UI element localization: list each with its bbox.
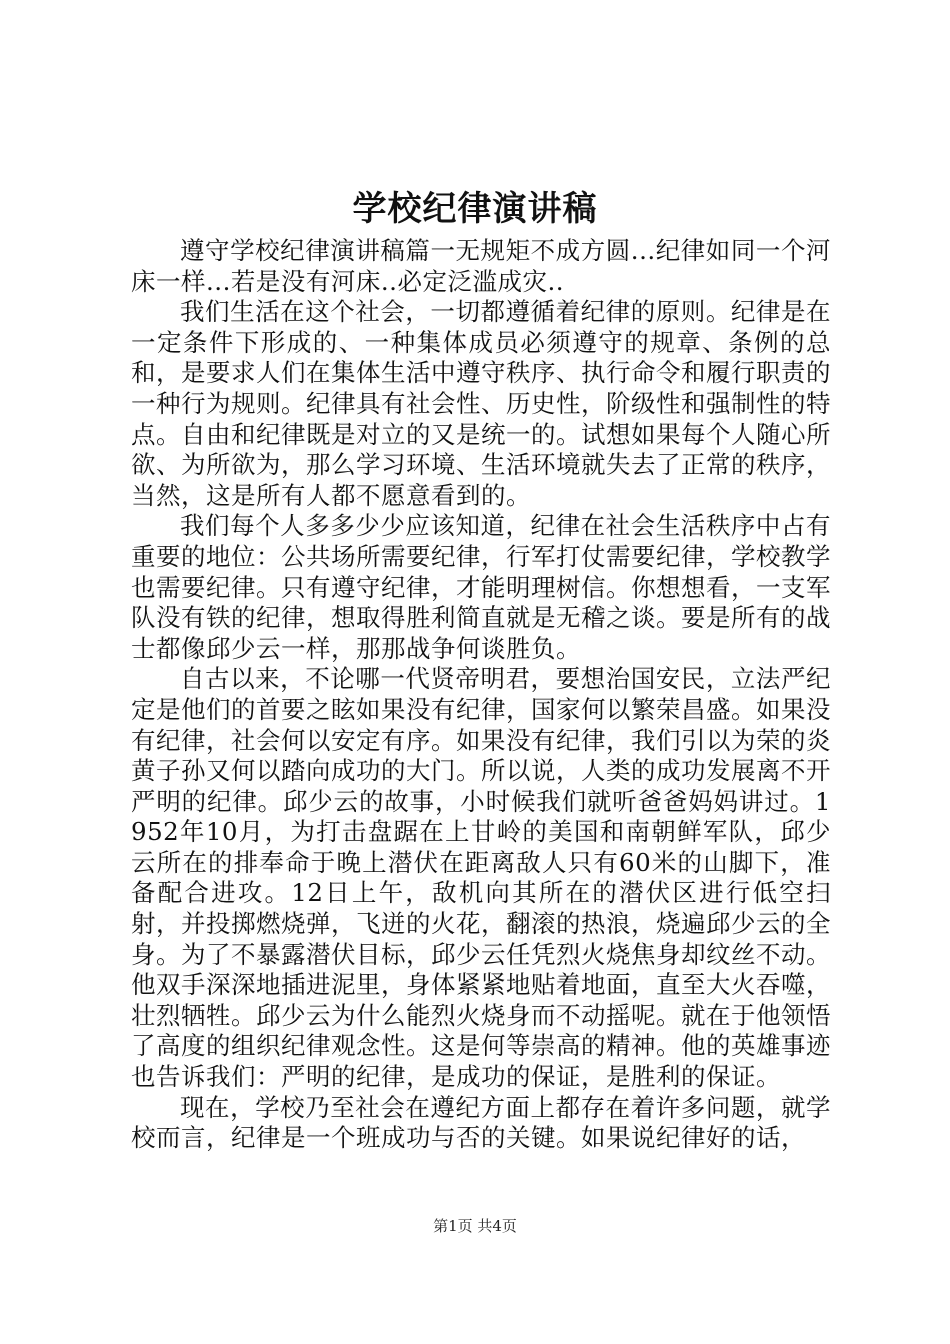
document-body <box>131 236 831 1154</box>
paragraph-discipline-importance: 我们每个人多多少少应该知道，纪律在社会生活秩序中占有重要的地位：公共场所需要纪律，行军打仗需要纪律，学校教学也需要纪律。只有遵守纪律，才能明理树信。你想想看，一支军队没有铁的纪律，想取得胜利简直就是无稽之谈。要是所有的战士都像邱少云一样，那那战争何谈胜负。 <box>131 511 831 663</box>
paragraph-discipline-definition: 我们生活在这个社会，一切都遵循着纪律的原则。纪律是在一定条件下形成的、一种集体成员必须遵守的规章、条例的总和，是要求人们在集体生活中遵守秩序、执行命令和履行职责的一种行为规则。纪律具有社会性、历史性，阶级性和强制性的特点。自由和纪律既是对立的又是统一的。试想如果每个人随心所欲、为所欲为，那么学习环境、生活环境就失去了正常的秩序，当然，这是所有人都不愿意看到的。 <box>131 297 831 510</box>
paragraph-intro: 遵守学校纪律演讲稿篇一无规矩不成方圆...纪律如同一个河床一样...若是没有河床..必定泛滥成灾.. <box>131 236 831 296</box>
paragraph-school-problems: 现在，学校乃至社会在遵纪方面上都存在着许多问题，就学校而言，纪律是一个班成功与否的关键。如果说纪律好的话， <box>131 1092 831 1153</box>
paragraph-qiu-shaoyun-story: 自古以来，不论哪一代贤帝明君，要想治国安民，立法严纪定是他们的首要之眩如果没有纪律，国家何以繁荣昌盛。如果没有纪律，社会何以安定有序。如果没有纪律，我们引以为荣的炎黄子孙又何以踏向成功的大门。所以说，人类的成功发展离不开严明的纪律。邱少云的故事，小时候我们就听爸爸妈妈讲过。1952年10月，为打击盘踞在上甘岭的美国和南朝鲜军队，邱少云所在的排奉命于晚上潜伏在距离敌人只有60米的山脚下，准备配合进攻。12日上午，敌机向其所在的潜伏区进行低空扫射，并投掷燃烧弹，飞迸的火花，翻滚的热浪，烧遍邱少云的全身。为了不暴露潜伏目标，邱少云任凭烈火烧焦身却纹丝不动。他双手深深地插进泥里，身体紧紧地贴着地面，直至大火吞噬，壮烈牺牲。邱少云为什么能烈火烧身而不动摇呢。就在于他领悟了高度的组织纪律观念性。这是何等崇高的精神。他的英雄事迹也告诉我们：严明的纪律，是成功的保证，是胜利的保证。 <box>131 664 831 1092</box>
document-title: 学校纪律演讲稿 <box>352 189 598 229</box>
page-number-footer: 第1页 共4页 <box>433 1217 517 1235</box>
